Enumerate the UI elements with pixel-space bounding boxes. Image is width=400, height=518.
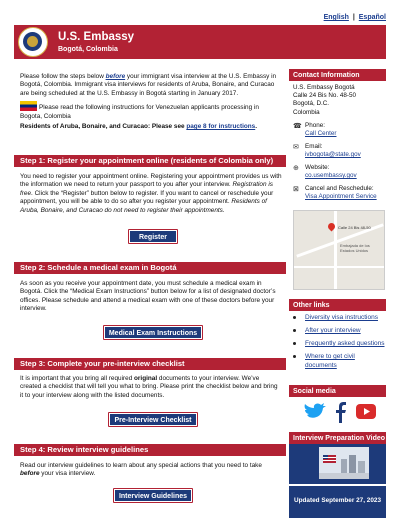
contact-heading: Contact Information	[289, 69, 386, 81]
updated-date: Updated September 27, 2023	[289, 486, 386, 518]
contact-address: U.S. Embassy Bogotá Calle 24 Bis No. 48-50 Bogotá, D.C. Colombia	[293, 84, 357, 116]
before-link[interactable]: before	[105, 73, 126, 80]
venezuela-paragraph: Please read the following instructions for Venezuelan applicants processing in Bogota, Colombia	[20, 101, 282, 121]
other-links-heading: Other links	[289, 299, 386, 311]
list-item	[289, 353, 386, 369]
interview-video-thumbnail[interactable]	[289, 444, 386, 484]
list-item	[289, 340, 386, 353]
aruba-paragraph: Residents of Aruba, Bonaire, and Curacao: Please see page 8 for instructions.	[20, 123, 257, 131]
step-3-body: It is important that you bring all required original documents to your interview. We’ve created a checklist that will tell you what to bring. Please print the checklist below and bring it to your interview along with the listed documents.	[20, 375, 278, 399]
social-media-heading: Social media	[289, 385, 386, 397]
map-pin-label: Calle 24 Bis 48-50	[338, 225, 371, 230]
embassy-map[interactable]	[293, 210, 385, 290]
step-3-heading: Step 3: Complete your pre-interview checklist	[14, 358, 286, 370]
video-heading: Interview Preparation Video	[289, 432, 386, 444]
call-center-link[interactable]: Call Center	[305, 130, 337, 138]
page-title: U.S. Embassy	[58, 31, 135, 43]
intro-section	[20, 73, 282, 134]
english-link[interactable]: English	[323, 14, 349, 21]
diversity-visa-link[interactable]: Diversity visa instructions	[305, 314, 378, 321]
calendar-icon: ⊠	[293, 186, 299, 193]
youtube-icon[interactable]	[356, 404, 376, 419]
page-8-link[interactable]: page 8 for instructions	[186, 123, 256, 131]
page-subtitle: Bogotá, Colombia	[58, 46, 118, 53]
phone-icon: ☎	[293, 123, 302, 130]
embassy-seal-icon	[18, 27, 48, 57]
language-separator: |	[352, 14, 355, 21]
email-icon: ✉	[293, 144, 299, 151]
website-link[interactable]: co.usembassy.gov	[305, 172, 357, 180]
venezuela-flag-icon	[20, 101, 37, 111]
list-item	[289, 314, 386, 327]
pre-interview-checklist-button[interactable]: Pre-Interview Checklist	[108, 412, 198, 427]
other-links-list	[289, 314, 386, 369]
faq-link[interactable]: Frequently asked questions	[305, 340, 385, 347]
header-banner	[14, 25, 386, 59]
medical-exam-button[interactable]: Medical Exam Instructions	[103, 325, 203, 340]
facebook-icon[interactable]	[336, 402, 346, 423]
step-1-heading: Step 1: Register your appointment online (residents of Colombia only)	[14, 155, 286, 167]
list-item	[289, 327, 386, 340]
video-preview-image	[319, 447, 369, 479]
step-4-heading: Step 4: Review interview guidelines	[14, 444, 286, 456]
civil-documents-link[interactable]: Where to get civil documents	[305, 353, 355, 369]
step-4-body: Read our interview guidelines to learn about any special actions that you need to take before your visa interview.	[20, 462, 262, 478]
visa-appointment-link[interactable]: Visa Appointment Service	[305, 193, 377, 201]
step-2-heading: Step 2: Schedule a medical exam in Bogotá	[14, 262, 286, 274]
email-link[interactable]: ivbogota@state.gov	[305, 151, 361, 159]
after-interview-link[interactable]: After your interview	[305, 327, 361, 334]
intro-paragraph: Please follow the steps below before your immigrant visa interview at the U.S. Embassy in Bogotá, Colombia. Immigrant visa interviews for residents of Aruba, Bonaire, and Curacao are being scheduled at the U.S. Embassy in Bogotá starting in January 2017.	[20, 73, 277, 97]
language-switch	[324, 13, 386, 22]
register-button[interactable]: Register	[128, 229, 178, 244]
step-2-body: As soon as you receive your appointment date, you must schedule a medical exam in Bogotá. Click the “Medical Exam Instructions” button below for a list of designated doctor’s offices. Please schedule and attend a medical exam with one of these doctors before your interview.	[20, 280, 276, 313]
social-icons	[289, 397, 386, 429]
globe-icon: ⊕	[293, 165, 299, 172]
step-1-body: You need to register your appointment online. Registering your appointment provides us with the information we need to return your passport to you after your interview. Registration is free. Click the “Register” button below to register. If you want to cancel or reschedule your appointment, you will be able to do so after you register your appointment. Residents of Aruba, Bonaire, and Curacao do not need to register their appointments.	[20, 173, 282, 214]
twitter-icon[interactable]	[305, 403, 326, 418]
map-place-label: Embajada de los Estados Unidos	[340, 243, 370, 254]
spanish-link[interactable]: Español	[358, 14, 386, 21]
interview-guidelines-button[interactable]: Interview Guidelines	[113, 488, 193, 503]
